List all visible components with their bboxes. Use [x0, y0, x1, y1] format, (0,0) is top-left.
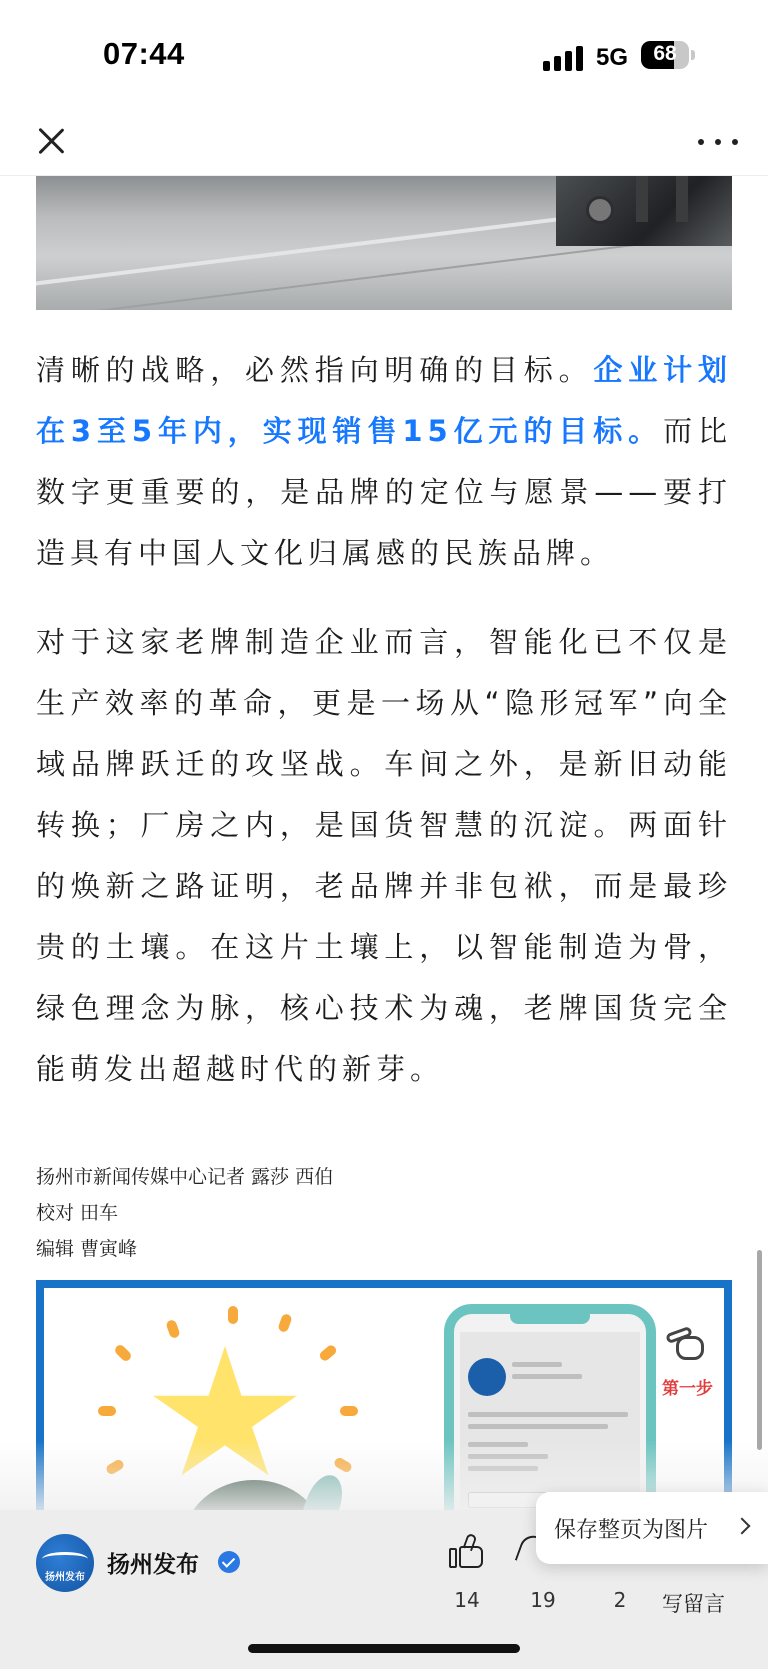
close-icon[interactable]	[30, 120, 72, 162]
scrollbar[interactable]	[757, 1250, 762, 1450]
account-name[interactable]: 扬州发布	[107, 1552, 199, 1578]
pointing-hand-icon	[666, 1326, 710, 1362]
paragraph-1-text-after: 而比数字更重要的，是品牌的定位与愿景——要打造具有中国人文化归属感的民族品牌。	[36, 414, 732, 570]
article-image[interactable]	[36, 176, 732, 310]
nav-bar	[0, 110, 768, 176]
like-count: 14	[454, 1588, 480, 1612]
credit-editor: 编辑 曹寅峰	[36, 1238, 138, 1260]
credit-reporter: 扬州市新闻传媒中心记者 露莎 西伯	[36, 1166, 334, 1188]
comment-count: 2	[613, 1588, 627, 1612]
battery-icon	[641, 41, 689, 69]
account-avatar[interactable]	[36, 1534, 94, 1592]
article-credits	[36, 1159, 636, 1267]
promo-step-label: 第一步	[662, 1379, 713, 1399]
paragraph-1-text-before: 清晰的战略，必然指向明确的目标。	[36, 353, 594, 387]
status-bar	[0, 0, 768, 110]
save-popup-label: 保存整页为图片	[554, 1518, 709, 1543]
battery-cap	[691, 50, 695, 60]
status-time: 07:44	[103, 36, 185, 71]
network-label: 5G	[596, 44, 629, 71]
article-paragraph-2: 对于这家老牌制造企业而言，智能化已不仅是生产效率的革命，更是一场从“隐形冠军”向全域品牌跃迁的攻坚战。车间之外，是新旧动能转换；厂房之内，是国货智慧的沉淀。两面针的焕新之路证明，老品牌并非包袱，而是最珍贵的土壤。在这片土壤上，以智能制造为骨，绿色理念为脉，核心技术为魂，老牌国货完全能萌发出超越时代的新芽。	[36, 625, 732, 1086]
chevron-right-icon	[734, 1518, 751, 1535]
credit-proofreader: 校对 田车	[36, 1202, 119, 1224]
article-paragraph-1	[36, 340, 732, 584]
home-indicator[interactable]	[248, 1644, 520, 1653]
signal-icon	[543, 43, 585, 71]
save-page-as-image-button[interactable]	[536, 1492, 768, 1564]
paragraph-1-highlight: 企业计划在3至5年内，实现销售15亿元的目标。	[36, 353, 732, 448]
verified-icon	[218, 1551, 240, 1573]
more-horizontal-icon[interactable]	[696, 130, 740, 154]
write-comment-button[interactable]: 写留言	[662, 1592, 725, 1616]
share-count: 19	[530, 1588, 556, 1612]
account-logo-text: 扬州发布	[45, 1572, 85, 1583]
thumbs-up-icon	[449, 1534, 485, 1568]
battery-percent: 68	[653, 42, 677, 65]
